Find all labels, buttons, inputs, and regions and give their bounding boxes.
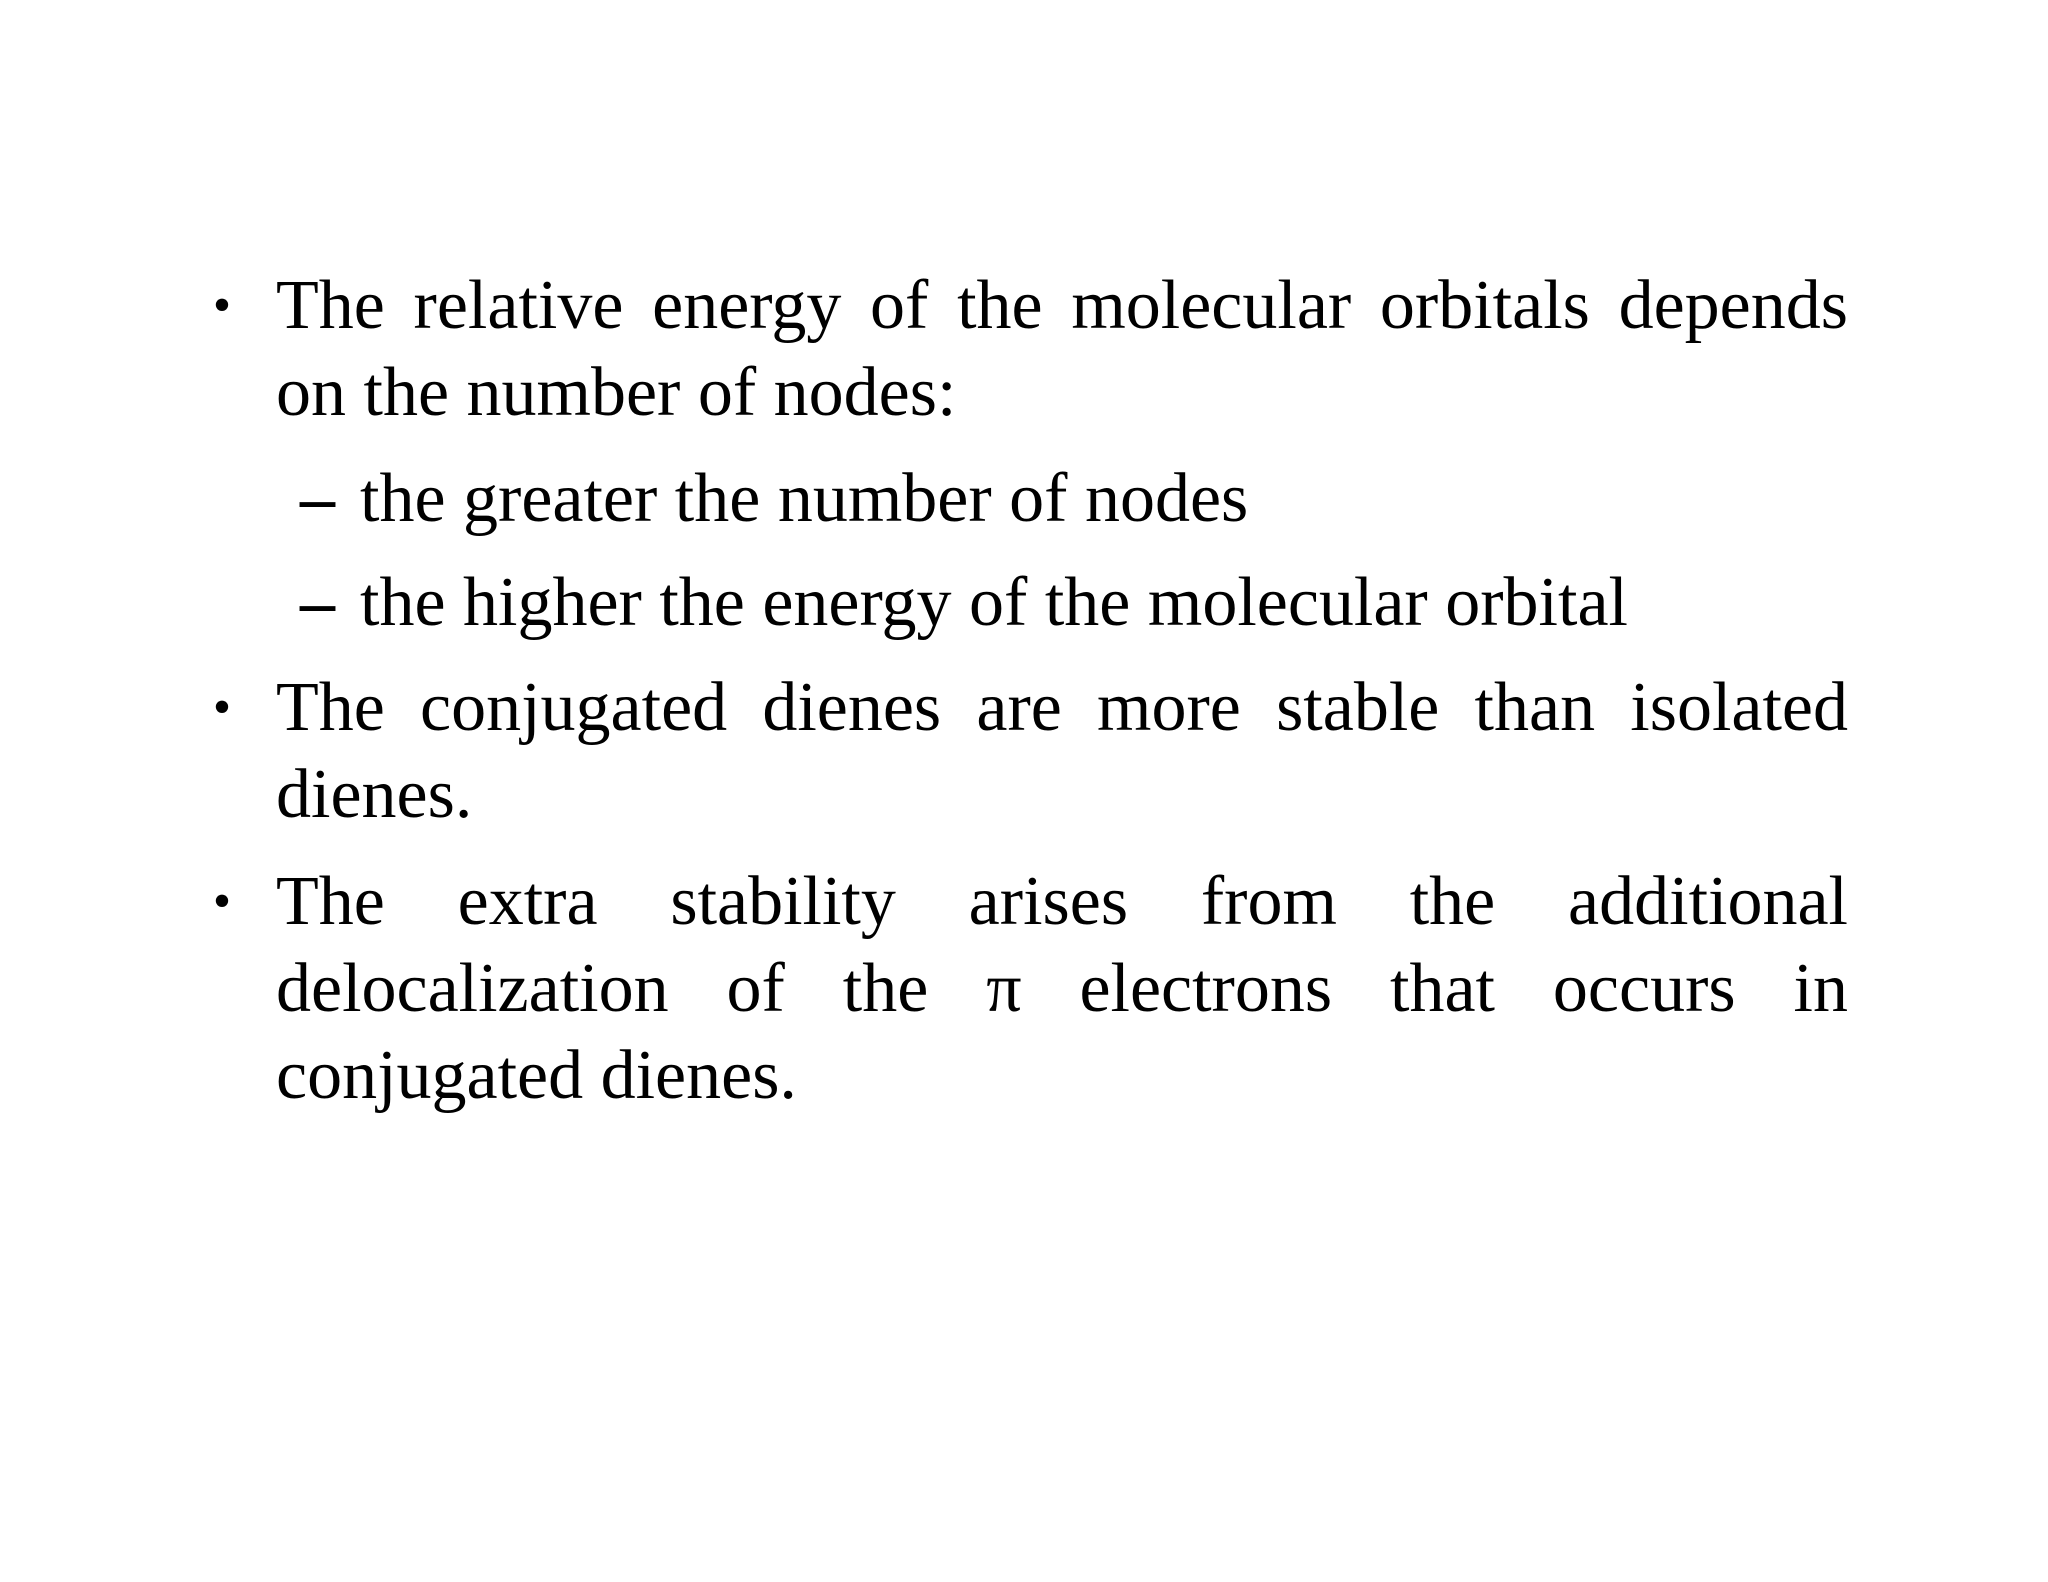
bullet-item-1 [212,262,1848,436]
sub-item-text: the higher the energy of the molecular orbital [360,564,1628,641]
bullet-item-2 [212,664,1848,838]
sub-item-text: the greater the number of nodes [360,460,1249,537]
dash-marker: – [300,460,335,537]
dash-marker: – [300,564,335,641]
sub-item-1 [300,455,1840,542]
sub-item-2 [300,559,1840,646]
bullet-item-3 [212,858,1848,1119]
slide-content [0,262,2048,1119]
bullet-marker: • [212,679,232,736]
bullet-marker: • [212,873,232,930]
bullet-marker: • [212,277,232,334]
bullet-text: The extra stability arises from the additional delocalization of the π electrons that occurs in conjugated dienes. [276,863,1848,1114]
bullet-text: The relative energy of the molecular orbitals depends on the number of nodes: [276,267,1848,431]
bullet-text: The conjugated dienes are more stable than isolated dienes. [276,669,1848,833]
